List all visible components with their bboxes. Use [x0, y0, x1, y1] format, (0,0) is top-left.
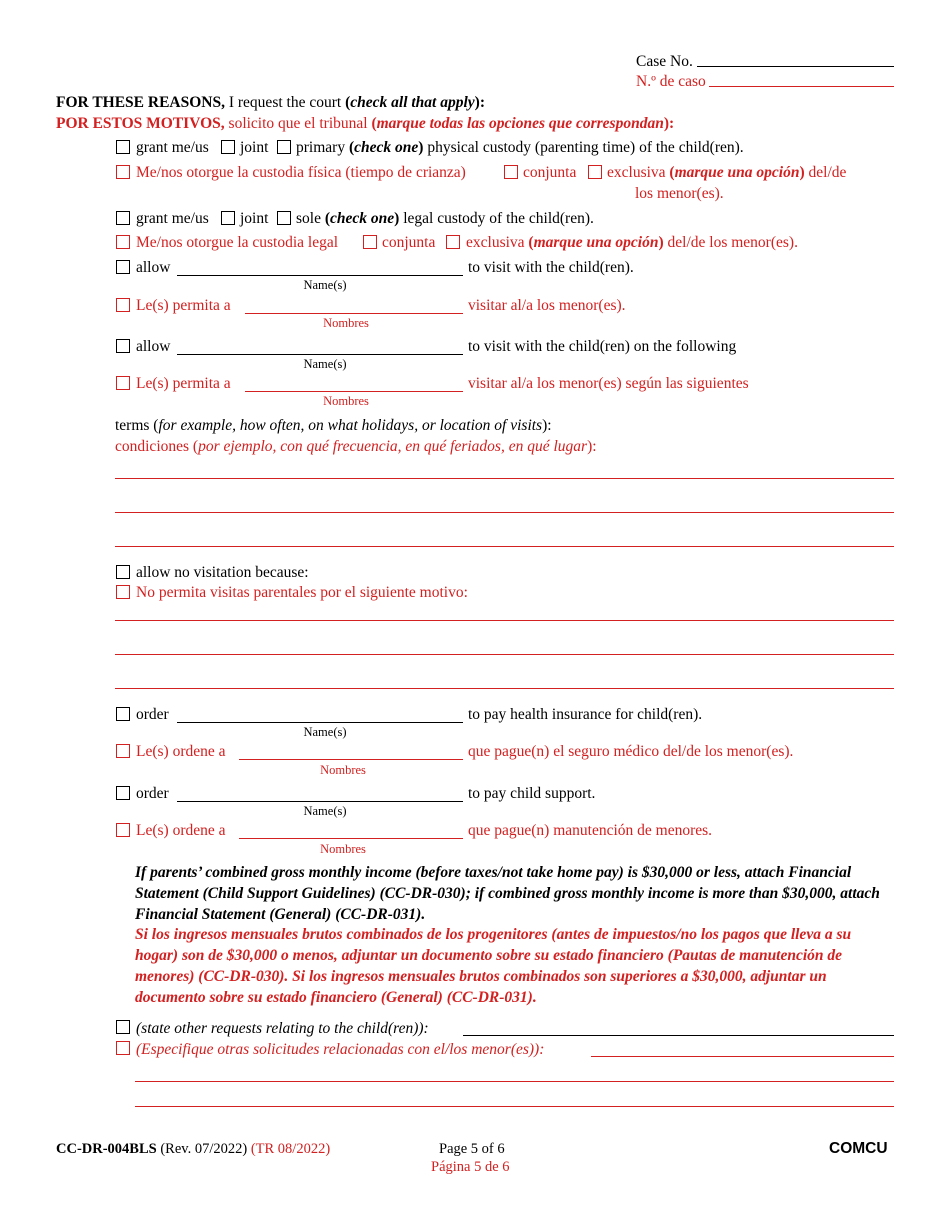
no-visit-label-es: No permita visitas parentales por el siguiente motivo: [136, 584, 468, 601]
support-order-label: order [136, 785, 169, 802]
visit-terms-checkbox[interactable] [116, 339, 130, 353]
other-line-2[interactable] [135, 1106, 894, 1107]
health-names-caption: Name(s) [303, 725, 347, 739]
other-requests-checkbox[interactable] [116, 1020, 130, 1034]
support-order-checkbox-es[interactable] [116, 823, 130, 837]
no-visit-line-2[interactable] [115, 654, 894, 655]
visit-allow-rest: to visit with the child(ren). [468, 259, 634, 276]
case-no-label: Case No. [636, 53, 693, 70]
support-order-label-es: Le(s) ordene a [136, 822, 226, 839]
physical-joint-checkbox[interactable] [221, 140, 235, 154]
intro-lead: FOR THESE REASONS, [56, 94, 225, 111]
intro-text: I request the court [224, 94, 346, 111]
legal-joint-checkbox[interactable] [221, 211, 235, 225]
visit-allow-label: allow [136, 259, 171, 276]
legal-grant-label-es: Me/nos otorgue la custodia legal [136, 234, 339, 251]
support-names-field[interactable] [177, 801, 463, 802]
legal-joint-label: joint [240, 210, 269, 227]
intro-paren-close-es: ): [663, 115, 675, 132]
no-visit-line-1[interactable] [115, 620, 894, 621]
support-order-rest: to pay child support. [468, 785, 596, 802]
legal-joint-checkbox-es[interactable] [363, 235, 377, 249]
no-visit-label: allow no visitation because: [136, 564, 309, 581]
other-requests-field-es[interactable] [591, 1056, 894, 1057]
legal-custody-text: sole (check one) legal custody of the child(ren). [296, 210, 594, 227]
no-visit-line-3[interactable] [115, 688, 894, 689]
visit-names-field-es[interactable] [245, 313, 463, 314]
physical-primary-checkbox[interactable] [277, 140, 291, 154]
health-order-rest-es: que pague(n) el seguro médico del/de los menor(es). [468, 743, 794, 760]
terms-line-2[interactable] [115, 512, 894, 513]
no-visit-checkbox-es[interactable] [116, 585, 130, 599]
legal-joint-label-es: conjunta [382, 234, 436, 251]
visit-terms-checkbox-es[interactable] [116, 376, 130, 390]
other-requests-field[interactable] [463, 1035, 894, 1036]
legal-check-one: check one [330, 210, 395, 227]
visit-terms-allow-label: allow [136, 338, 171, 355]
support-names-caption-es: Nombres [320, 842, 366, 856]
health-order-rest: to pay health insurance for child(ren). [468, 706, 703, 723]
terms-line-1[interactable] [115, 478, 894, 479]
visit-terms-allow-label-es: Le(s) permita a [136, 375, 231, 392]
intro-lead-es: POR ESTOS MOTIVOS, [56, 115, 225, 132]
income-notice-es: Si los ingresos mensuales brutos combinados de los progenitores (antes de impuestos/no los pagos que lleva a su hogar) son de $30,000 o menos, adjuntar un documento sobre su estado financiero (Pautas de manutención de menores) (CC-DR-030). Si los ingresos mensuales brutos combinados son superiores a $30,000, adjuntar un documento sobre su estado financiero (General) (CC-DR-031). [135, 926, 852, 1006]
visit-terms-names-field-es[interactable] [245, 391, 463, 392]
physical-grant-label-es: Me/nos otorgue la custodia física (tiempo de crianza) [136, 164, 466, 181]
other-line-1[interactable] [135, 1081, 894, 1082]
intro-text-es: solicito que el tribunal [224, 115, 372, 132]
legal-grant-checkbox-es[interactable] [116, 235, 130, 249]
health-order-label-es: Le(s) ordene a [136, 743, 226, 760]
health-order-checkbox-es[interactable] [116, 744, 130, 758]
terms-line-3[interactable] [115, 546, 894, 547]
health-names-field-es[interactable] [239, 759, 463, 760]
visit-terms-rest: to visit with the child(ren) on the following [468, 338, 737, 355]
legal-exclusive-checkbox-es[interactable] [446, 235, 460, 249]
visit-names-caption-es: Nombres [323, 316, 369, 330]
legal-sole-label: sole [296, 210, 321, 227]
physical-exclusive-checkbox-es[interactable] [588, 165, 602, 179]
physical-grant-checkbox[interactable] [116, 140, 130, 154]
visit-allow-checkbox-es[interactable] [116, 298, 130, 312]
support-names-caption: Name(s) [303, 804, 347, 818]
form-id [56, 1142, 330, 1157]
case-no-field[interactable] [697, 66, 894, 67]
physical-continuation-es: los menor(es). [635, 185, 724, 202]
physical-joint-label-es: conjunta [523, 164, 577, 181]
health-order-label: order [136, 706, 169, 723]
physical-grant-checkbox-es[interactable] [116, 165, 130, 179]
legal-sole-checkbox[interactable] [277, 211, 291, 225]
physical-grant-label: grant me/us [136, 139, 209, 156]
intro-english [56, 95, 485, 111]
health-names-field[interactable] [177, 722, 463, 723]
form-code: COMCU [829, 1140, 888, 1157]
visit-terms-names-caption-es: Nombres [323, 394, 369, 408]
visit-terms-rest-es: visitar al/a los menor(es) según las siguientes [468, 375, 749, 392]
intro-paren-open-es: ( [371, 115, 377, 132]
physical-joint-checkbox-es[interactable] [504, 165, 518, 179]
terms-label-es: condiciones (por ejemplo, con qué frecuencia, en qué feriados, en qué lugar): [115, 438, 597, 455]
intro-paren-close: ): [474, 94, 485, 111]
health-order-checkbox[interactable] [116, 707, 130, 721]
visit-terms-names-caption: Name(s) [303, 357, 347, 371]
intro-spanish [56, 116, 674, 132]
physical-joint-label: joint [240, 139, 269, 156]
no-visit-checkbox[interactable] [116, 565, 130, 579]
other-requests-label-es: (Especifique otras solicitudes relacionadas con el/los menor(es)): [136, 1041, 545, 1058]
legal-grant-checkbox[interactable] [116, 211, 130, 225]
physical-exclusive-text-es: exclusiva (marque una opción) del/de [607, 164, 847, 181]
page-number-es: Página 5 de 6 [431, 1159, 510, 1175]
physical-primary-label: primary [296, 139, 346, 156]
form-revision: (Rev. 07/2022) [156, 1141, 248, 1157]
case-no-field-es[interactable] [709, 86, 894, 87]
form-number: CC-DR-004BLS [56, 1141, 157, 1157]
income-notice: If parents’ combined gross monthly income (before taxes/not take home pay) is $30,000 or less, attach Financial Statement (Child Support Guidelines) (CC-DR-030); if combined gross monthly income is more than $30,000, attach Financial Statement (General) (CC-DR-031). [135, 864, 880, 923]
physical-check-one: check one [354, 139, 419, 156]
visit-names-field[interactable] [177, 275, 463, 276]
visit-allow-rest-es: visitar al/a los menor(es). [468, 297, 626, 314]
legal-grant-label: grant me/us [136, 210, 209, 227]
page-number: Page 5 of 6 [439, 1141, 505, 1157]
intro-check-all: check all that apply [350, 94, 475, 111]
support-order-checkbox[interactable] [116, 786, 130, 800]
form-translation: (TR 08/2022) [247, 1141, 331, 1157]
health-names-caption-es: Nombres [320, 763, 366, 777]
legal-exclusive-text-es: exclusiva (marque una opción) del/de los menor(es). [466, 234, 798, 251]
visit-terms-names-field[interactable] [177, 354, 463, 355]
intro-paren-open: ( [345, 94, 351, 111]
visit-allow-label-es: Le(s) permita a [136, 297, 231, 314]
other-requests-checkbox-es[interactable] [116, 1041, 130, 1055]
visit-allow-checkbox[interactable] [116, 260, 130, 274]
intro-check-all-es: marque todas las opciones que correspondan [376, 115, 664, 132]
physical-custody-text: primary (check one) physical custody (parenting time) of the child(ren). [296, 139, 744, 156]
visit-names-caption: Name(s) [303, 278, 347, 292]
terms-label: terms (for example, how often, on what holidays, or location of visits): [115, 417, 552, 434]
support-order-rest-es: que pague(n) manutención de menores. [468, 822, 713, 839]
support-names-field-es[interactable] [239, 838, 463, 839]
case-no-label-es: N.º de caso [636, 73, 706, 90]
other-requests-label: (state other requests relating to the child(ren)): [136, 1020, 429, 1037]
